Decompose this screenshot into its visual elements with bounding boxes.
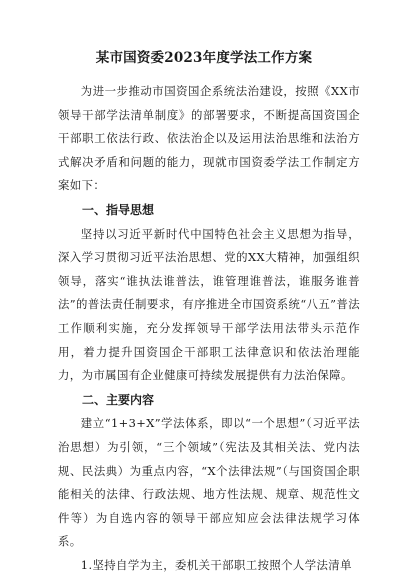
document-title: 某市国资委2023年度学法工作方案 xyxy=(95,50,313,66)
list-item-1: 1.坚持自学为主，委机关干部职工按照个人学法清单 xyxy=(80,557,352,572)
intro-paragraph: 为进一步推动市国资国企系统法治建设，按照《XX市领导干部学法清单制度》的部署要求，不断提高国资国企干部职工依法行政、依法治企以及运用法治思维和法治方式解决矛盾和问题的能力，现就市国资委学法工作制定方案如下： xyxy=(58,84,360,193)
main-content-paragraph: 建立“1+3+X”学法体系，即以“一个思想”（习近平法治思想）为引领，“三个领域”（宪法及其相关法、党内法规、民法典）为重点内容，“X个法律法规”（与国资国企职能相关的法律、行政法规、地方性法规、规章、规范性文件等）为自选内容的领导干部应知应会法律法规学习体系。 xyxy=(58,416,360,549)
section-heading-guiding-ideology: 一、指导思想 xyxy=(82,202,155,217)
section-heading-main-content: 二、主要内容 xyxy=(82,392,155,407)
guiding-ideology-paragraph: 坚持以习近平新时代中国特色社会主义思想为指导，深入学习贯彻习近平法治思想、党的XX大精神，加强组织领导，落实“谁执法谁普法，谁管理谁普法，谁服务谁普法”的普法责任制要求，有序推进全市国资系统“八五”普法工作顺利实施，充分发挥领导干部学法用法带头示范作用，着力提升国资国企干部职工法律意识和依法治理能力，为市属国有企业健康可持续发展提供有力法治保障。 xyxy=(58,226,360,383)
